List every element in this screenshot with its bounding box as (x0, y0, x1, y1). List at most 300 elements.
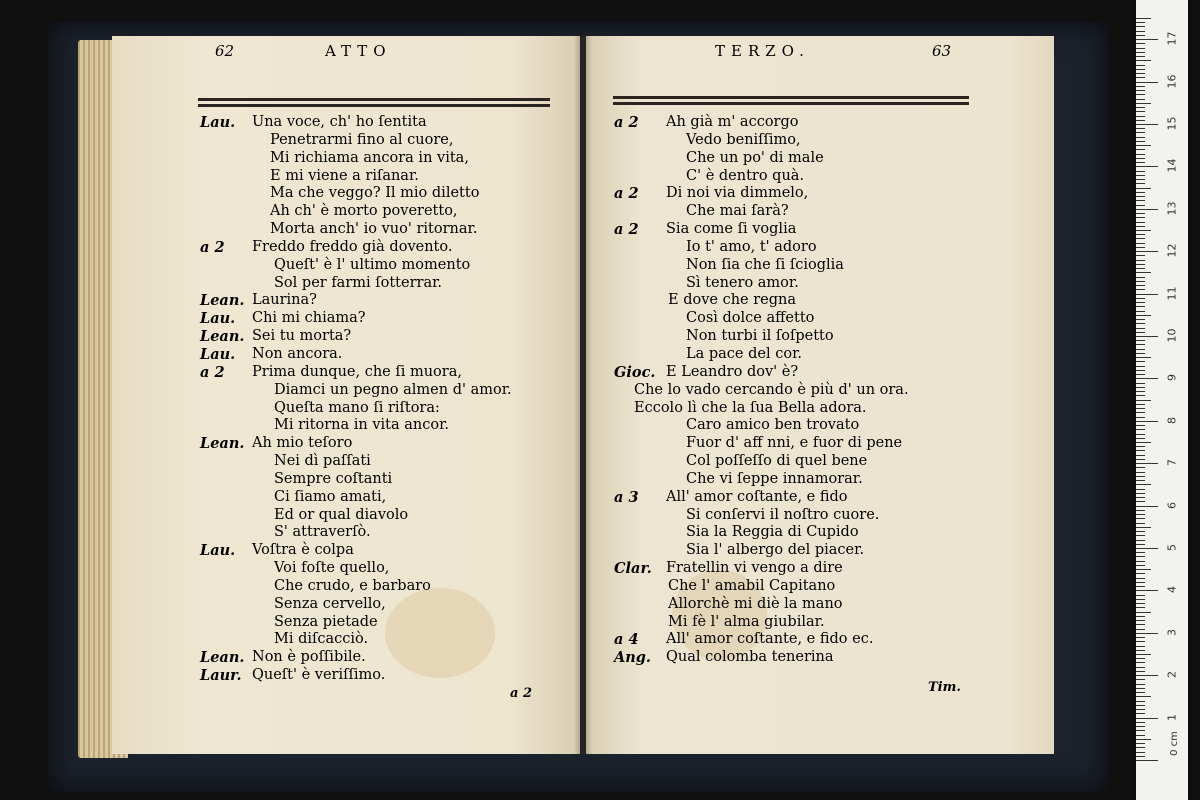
speaker-label: a 4 (614, 631, 639, 649)
verse-line (614, 346, 1034, 364)
ruler-tick (1136, 463, 1158, 464)
ruler-tick (1136, 709, 1145, 710)
ruler-tick (1136, 116, 1145, 117)
ruler-tick (1136, 417, 1145, 418)
ruler-tick (1136, 60, 1151, 61)
verse-text: C' è dentro quà. (686, 167, 805, 184)
ruler-tick (1136, 429, 1145, 430)
ruler-tick (1136, 561, 1145, 562)
speaker-label: a 2 (200, 238, 225, 256)
verse-line (200, 275, 560, 293)
ruler-number: 9 (1165, 374, 1179, 382)
ruler-number: 14 (1165, 158, 1179, 173)
verse-text: Ah già m' accorgo (666, 114, 799, 130)
verse-line (200, 221, 560, 239)
ruler-number: 11 (1165, 286, 1179, 301)
ruler-tick (1136, 145, 1151, 146)
ruler-tick (1136, 395, 1145, 396)
verse-line (614, 132, 1034, 150)
verse-line (614, 489, 1034, 507)
ruler-tick (1136, 319, 1145, 320)
verse-line (200, 168, 560, 186)
ruler-tick (1136, 552, 1145, 553)
ruler-tick (1136, 586, 1145, 587)
verse-line (614, 221, 1034, 239)
verse-text: Mi fè l' alma giubilar. (668, 613, 825, 630)
right-page-text (614, 114, 1034, 667)
verse-text: Morta anch' io vuo' ritornar. (270, 221, 478, 238)
ruler-tick (1136, 760, 1158, 761)
verse-line (614, 168, 1034, 186)
verse-text: Ed or qual diavolo (274, 506, 409, 523)
ruler-tick (1136, 400, 1151, 401)
ruler-number: 17 (1165, 31, 1179, 46)
verse-text: Che vi ſeppe innamorar. (686, 470, 863, 487)
ruler-tick (1136, 590, 1158, 591)
verse-text: Eccolo lì che la ſua Bella adora. (634, 399, 867, 416)
ruler-tick (1136, 671, 1145, 672)
ruler-tick (1136, 361, 1145, 362)
ruler-tick (1136, 65, 1145, 66)
ruler-tick (1136, 209, 1158, 210)
ruler-tick (1136, 137, 1145, 138)
verse-line (614, 578, 1034, 596)
ruler-tick (1136, 450, 1145, 451)
speaker-label: a 2 (614, 114, 639, 131)
ruler-tick (1136, 111, 1145, 112)
speaker-label: a 3 (614, 488, 639, 506)
ruler-tick (1136, 336, 1158, 337)
verse-line (200, 649, 560, 667)
ruler-tick (1136, 200, 1145, 201)
ruler-tick (1136, 77, 1145, 78)
verse-line (614, 239, 1034, 257)
verse-line (200, 596, 560, 614)
ruler-tick (1136, 158, 1145, 159)
verse-text: Non è poſſibile. (252, 649, 366, 666)
ruler-tick (1136, 629, 1145, 630)
verse-line (200, 150, 560, 168)
verse-text: Qual colomba tenerina (666, 649, 834, 666)
verse-text: Voſtra è colpa (252, 542, 354, 559)
verse-line (614, 614, 1034, 632)
ruler-tick (1136, 175, 1145, 176)
ruler-tick (1136, 739, 1151, 740)
ruler-tick (1136, 641, 1145, 642)
ruler-tick (1136, 573, 1145, 574)
ruler-tick (1136, 374, 1145, 375)
header-rule-left (198, 98, 550, 107)
verse-text: Di noi via dimmelo, (666, 185, 809, 202)
speaker-label: Lean. (200, 328, 245, 346)
ruler-tick (1136, 306, 1145, 307)
verse-text: Sia l' albergo del piacer. (686, 542, 865, 559)
verse-text: Nei dì paſſati (274, 453, 371, 470)
verse-text: Fratellin vi vengo a dire (666, 560, 843, 577)
ruler-number: 15 (1165, 116, 1179, 131)
ruler-tick (1136, 425, 1145, 426)
verse-text: Sì tenero amor. (686, 274, 799, 291)
ruler-tick (1136, 722, 1145, 723)
verse-line (200, 453, 560, 471)
verse-line (200, 239, 560, 257)
ruler-tick (1136, 527, 1151, 528)
ruler-tick (1136, 43, 1145, 44)
speaker-label: a 2 (614, 185, 639, 203)
verse-line (614, 435, 1034, 453)
ruler-tick (1136, 268, 1145, 269)
ruler-tick (1136, 128, 1145, 129)
verse-line (200, 185, 560, 203)
catchword-left: a 2 (510, 686, 532, 701)
ruler-number: 5 (1165, 544, 1179, 551)
page-number-right: 63 (932, 42, 952, 60)
ruler-tick (1136, 35, 1145, 36)
verse-text: Laurina? (252, 292, 317, 309)
ruler-tick (1136, 650, 1145, 651)
verse-text: Vedo beniſſimo, (686, 131, 801, 148)
ruler-tick (1136, 387, 1145, 388)
ruler-tick (1136, 251, 1158, 252)
verse-line (200, 417, 560, 435)
ruler-tick (1136, 222, 1145, 223)
verse-line (200, 667, 560, 685)
verse-line (200, 328, 560, 346)
ruler-tick (1136, 540, 1145, 541)
ruler-tick (1136, 535, 1145, 536)
speaker-label: Clar. (614, 560, 652, 578)
verse-text: Che mai ſarà? (686, 203, 789, 220)
verse-line (200, 542, 560, 560)
speaker-label: Lau. (200, 310, 236, 328)
ruler-tick (1136, 518, 1145, 519)
ruler-number: 10 (1165, 328, 1179, 343)
ruler-tick (1136, 718, 1158, 719)
ruler-tick (1136, 756, 1145, 757)
ruler-tick (1136, 459, 1145, 460)
verse-text: Sia come ſi voglia (666, 221, 797, 238)
ruler-tick (1136, 31, 1145, 32)
ruler-tick (1136, 247, 1145, 248)
verse-line (614, 185, 1034, 203)
verse-text: Sia la Reggia di Cupido (686, 524, 859, 541)
verse-text: Mi diſcacciò. (274, 631, 369, 648)
verse-line (614, 292, 1034, 310)
verse-line (614, 310, 1034, 328)
verse-text: Queſta mano ſi riſtora: (274, 399, 440, 416)
verse-text: Non turbi il ſoſpetto (686, 328, 834, 345)
ruler-tick (1136, 752, 1145, 753)
ruler-tick (1136, 179, 1145, 180)
verse-line (614, 328, 1034, 346)
ruler-tick (1136, 735, 1145, 736)
verse-text: Voi foſte quello, (274, 560, 390, 577)
verse-line (614, 400, 1034, 418)
ruler-tick (1136, 103, 1151, 104)
ruler-tick (1136, 323, 1145, 324)
ruler-tick (1136, 404, 1145, 405)
ruler-number: 1 (1165, 713, 1179, 721)
verse-line (614, 150, 1034, 168)
verse-text: Sol per farmi ſotterrar. (274, 274, 443, 291)
ruler-tick (1136, 455, 1145, 456)
ruler-tick (1136, 52, 1145, 53)
ruler-tick (1136, 726, 1145, 727)
ruler-tick (1136, 260, 1145, 261)
verse-text: La pace del cor. (686, 345, 803, 362)
verse-line (614, 596, 1034, 614)
ruler-tick (1136, 302, 1145, 303)
ruler-tick (1136, 497, 1145, 498)
verse-text: Queſt' è l' ultimo momento (274, 256, 471, 273)
catchword-right: Tim. (928, 680, 961, 695)
ruler-tick (1136, 603, 1145, 604)
ruler-tick (1136, 637, 1145, 638)
ruler-tick (1136, 556, 1145, 557)
ruler-tick (1136, 255, 1145, 256)
ruler-tick (1136, 442, 1151, 443)
verse-text: All' amor coſtante, e fido (666, 488, 848, 505)
ruler-tick (1136, 154, 1145, 155)
verse-line (614, 471, 1034, 489)
verse-line (200, 471, 560, 489)
ruler-tick (1136, 311, 1145, 312)
ruler-tick (1136, 298, 1145, 299)
ruler-tick (1136, 383, 1145, 384)
verse-text: Che crudo, e barbaro (274, 577, 431, 594)
verse-line (614, 560, 1034, 578)
ruler-tick (1136, 285, 1145, 286)
ruler-number: 16 (1165, 74, 1179, 89)
ruler-tick (1136, 69, 1145, 70)
ruler-tick (1136, 599, 1145, 600)
verse-line (614, 382, 1034, 400)
verse-text: Senza pietade (274, 613, 378, 630)
verse-line (614, 275, 1034, 293)
ruler-tick (1136, 624, 1145, 625)
ruler-tick (1136, 658, 1145, 659)
ruler-tick (1136, 480, 1145, 481)
ruler-tick (1136, 548, 1158, 549)
verse-text: Freddo freddo già dovento. (252, 238, 453, 255)
page-number-left: 62 (215, 42, 235, 60)
ruler-tick (1136, 701, 1145, 702)
ruler-tick (1136, 183, 1145, 184)
verse-text: Che un po' di male (686, 149, 824, 166)
ruler-tick (1136, 412, 1145, 413)
ruler-tick (1136, 620, 1145, 621)
ruler-tick (1136, 446, 1145, 447)
ruler-tick (1136, 675, 1158, 676)
ruler-tick (1136, 565, 1145, 566)
ruler-tick (1136, 493, 1145, 494)
verse-text: Mi richiama ancora in vita, (270, 149, 469, 166)
verse-text: Ma che veggo? Il mio diletto (270, 185, 480, 202)
ruler-tick (1136, 434, 1145, 435)
speaker-label: a 2 (614, 221, 639, 239)
verse-line (200, 614, 560, 632)
verse-line (614, 364, 1034, 382)
ruler-tick (1136, 99, 1145, 100)
verse-text: E dove che regna (668, 292, 797, 309)
verse-line (614, 203, 1034, 221)
verse-text: Una voce, ch' ho ſentita (252, 114, 427, 130)
ruler-tick (1136, 514, 1145, 515)
ruler-tick (1136, 705, 1145, 706)
ruler-tick (1136, 94, 1145, 95)
verse-text: Chi mi chiama? (252, 310, 366, 327)
speaker-label: Lau. (200, 542, 236, 560)
ruler-tick (1136, 391, 1145, 392)
verse-text: Diamci un pegno almen d' amor. (274, 381, 512, 398)
ruler-tick (1136, 484, 1151, 485)
verse-line (200, 400, 560, 418)
ruler-tick (1136, 217, 1145, 218)
ruler-tick (1136, 22, 1145, 23)
ruler-tick (1136, 277, 1145, 278)
running-header-left: ATTO (325, 42, 392, 60)
verse-line (614, 257, 1034, 275)
ruler-tick (1136, 205, 1145, 206)
verse-text: All' amor coſtante, e fido ec. (666, 631, 874, 648)
running-header-right: TERZO. (715, 42, 810, 60)
ruler-tick (1136, 421, 1158, 422)
verse-line (200, 382, 560, 400)
verse-text: Allorchè mi diè la mano (668, 595, 843, 612)
verse-line (614, 453, 1034, 471)
ruler-tick (1136, 171, 1145, 172)
ruler-tick (1136, 684, 1145, 685)
verse-text: Queſt' è veriſſimo. (252, 667, 386, 684)
verse-line (200, 114, 560, 132)
verse-line (614, 417, 1034, 435)
ruler-tick (1136, 408, 1145, 409)
ruler-tick (1136, 743, 1145, 744)
ruler-number: 6 (1165, 501, 1179, 509)
verse-text: Sempre coſtanti (274, 470, 393, 487)
verse-line (614, 114, 1034, 132)
ruler-tick (1136, 501, 1145, 502)
ruler-tick (1136, 612, 1151, 613)
ruler-tick (1136, 192, 1145, 193)
ruler-tick (1136, 48, 1145, 49)
ruler-tick (1136, 82, 1158, 83)
ruler-tick (1136, 90, 1145, 91)
verse-text: E mi viene a riſanar. (270, 167, 419, 184)
ruler-tick (1136, 595, 1145, 596)
ruler-tick (1136, 226, 1145, 227)
ruler-tick (1136, 188, 1151, 189)
verse-text: Caro amico ben trovato (686, 417, 860, 434)
verse-text: Mi ritorna in vita ancor. (274, 417, 450, 434)
verse-line (200, 631, 560, 649)
speaker-label: Lean. (200, 435, 245, 453)
ruler-tick (1136, 294, 1158, 295)
ruler-tick (1136, 272, 1151, 273)
ruler-tick (1136, 523, 1145, 524)
verse-text: Penetrarmi fino al cuore, (270, 131, 454, 148)
ruler-tick (1136, 107, 1145, 108)
verse-text: Col poſſeſſo di quel bene (686, 453, 868, 470)
ruler-tick (1136, 124, 1158, 125)
header-rule-right (613, 96, 969, 105)
ruler-tick (1136, 569, 1151, 570)
verse-line (614, 542, 1034, 560)
verse-text: E Leandro dov' è? (666, 363, 799, 380)
ruler-tick (1136, 162, 1145, 163)
ruler-tick (1136, 26, 1145, 27)
verse-line (200, 257, 560, 275)
ruler-tick (1136, 607, 1145, 608)
verse-text: Fuor d' aff nni, e fuor di pene (686, 435, 903, 452)
verse-line (200, 435, 560, 453)
verse-line (200, 524, 560, 542)
ruler-tick (1136, 328, 1145, 329)
ruler-tick (1136, 713, 1145, 714)
ruler-tick (1136, 730, 1145, 731)
verse-line (614, 649, 1034, 667)
ruler-tick (1136, 370, 1145, 371)
verse-text: S' attraverſò. (274, 524, 371, 541)
ruler-tick (1136, 438, 1145, 439)
ruler-tick (1136, 366, 1145, 367)
ruler-tick (1136, 196, 1145, 197)
ruler-tick (1136, 578, 1145, 579)
verse-text: Ah ch' è morto poveretto, (270, 203, 458, 220)
verse-line (200, 203, 560, 221)
ruler-tick (1136, 230, 1151, 231)
ruler-number: 4 (1165, 586, 1179, 594)
verse-text: Che l' amabil Capitano (668, 577, 836, 594)
verse-line (200, 489, 560, 507)
speaker-label: Ang. (614, 649, 651, 667)
ruler-tick (1136, 332, 1145, 333)
verse-line (200, 560, 560, 578)
ruler-tick (1136, 86, 1145, 87)
ruler-tick (1136, 315, 1151, 316)
verse-text: Non ſia che ſi ſcioglia (686, 256, 844, 273)
ruler-number: 3 (1165, 628, 1179, 636)
verse-line (614, 631, 1034, 649)
ruler-number: 7 (1165, 459, 1179, 467)
ruler-tick (1136, 616, 1145, 617)
ruler-tick (1136, 39, 1158, 40)
ruler-number: 13 (1165, 201, 1179, 216)
ruler-unit-label: 0 cm (1168, 731, 1180, 756)
ruler-tick (1136, 238, 1145, 239)
verse-line (614, 524, 1034, 542)
ruler-tick (1136, 344, 1145, 345)
verse-text: Ci ſiamo amati, (274, 488, 387, 505)
ruler-tick (1136, 510, 1145, 511)
ruler-tick (1136, 646, 1145, 647)
ruler-tick (1136, 73, 1145, 74)
measuring-ruler (1136, 0, 1188, 800)
ruler-tick (1136, 132, 1145, 133)
verse-text: Così dolce affetto (686, 310, 815, 327)
speaker-label: Lean. (200, 649, 245, 667)
ruler-tick (1136, 353, 1145, 354)
ruler-tick (1136, 243, 1145, 244)
ruler-tick (1136, 56, 1145, 57)
speaker-label: Gioc. (614, 363, 656, 381)
ruler-tick (1136, 357, 1151, 358)
ruler-tick (1136, 467, 1145, 468)
ruler-tick (1136, 476, 1145, 477)
ruler-number: 8 (1165, 416, 1179, 424)
verse-line (200, 507, 560, 525)
verse-line (200, 364, 560, 382)
